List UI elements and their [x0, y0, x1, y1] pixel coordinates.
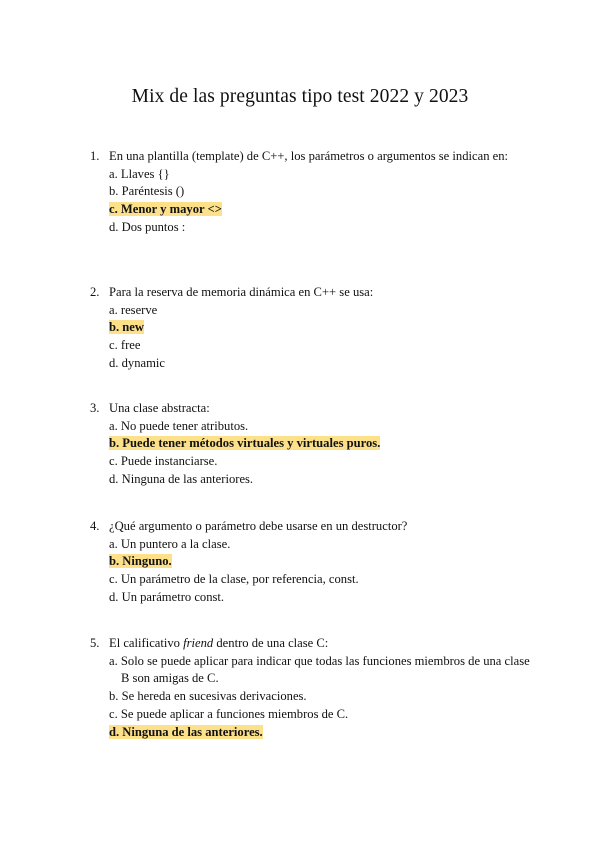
option-c-highlighted [109, 201, 508, 219]
highlighted-answer: c. Menor y mayor <> [109, 202, 222, 217]
question-text [109, 635, 530, 653]
option-c [109, 337, 373, 355]
option-b-highlighted [109, 435, 380, 453]
option-b-highlighted [109, 553, 407, 571]
option-d-highlighted [109, 724, 530, 742]
option-label: a. Un puntero a la clase. [109, 536, 231, 551]
option-c [109, 706, 530, 724]
option-label: b. Paréntesis () [109, 184, 185, 199]
highlighted-answer: d. Ninguna de las anteriores. [109, 724, 263, 739]
highlighted-answer: b. Ninguno. [109, 554, 172, 569]
question-5 [90, 635, 530, 741]
highlighted-answer: b. Puede tener métodos virtuales y virtuales puros. [109, 436, 381, 451]
option-label: d. Ninguna de las anteriores. [109, 471, 254, 486]
option-label: a. Llaves {} [109, 166, 170, 181]
option-a [109, 418, 380, 436]
question-text-end: dentro de una clase C: [213, 636, 329, 650]
option-c [109, 453, 380, 471]
question-text: ¿Qué argumento o parámetro debe usarse en un destructor? [109, 519, 408, 533]
option-c [109, 571, 407, 589]
question-text-emphasis: friend [183, 636, 214, 650]
option-d [109, 219, 508, 237]
question-text: Para la reserva de memoria dinámica en C++ se usa: [109, 285, 374, 299]
option-d [109, 589, 407, 607]
option-label: a. reserve [109, 302, 158, 317]
question-number: 2. [90, 285, 100, 299]
option-label: c. Puede instanciarse. [109, 454, 218, 469]
highlighted-answer: b. new [109, 320, 144, 335]
option-b [109, 688, 530, 706]
option-label: d. Dos puntos : [109, 219, 186, 234]
question-text: En una plantilla (template) de C++, los parámetros o argumentos se indican en: [109, 149, 509, 163]
option-label: c. Se puede aplicar a funciones miembros de C. [109, 706, 349, 721]
page-title: Mix de las preguntas tipo test 2022 y 2023 [131, 86, 469, 108]
option-label: a. Solo se puede aplicar para indicar que todas las funciones miembros de una clase B son amigas de C. [109, 653, 530, 686]
option-a [109, 166, 508, 184]
option-label: b. Se hereda en sucesivas derivaciones. [109, 689, 307, 704]
option-label: c. free [109, 338, 141, 353]
question-number: 4. [90, 519, 100, 533]
option-a [109, 653, 530, 688]
option-label: c. Un parámetro de la clase, por referencia, const. [109, 572, 359, 587]
question-number: 5. [90, 636, 100, 650]
question-4 [90, 518, 407, 607]
question-3 [90, 400, 380, 489]
question-text: Una clase abstracta: [109, 401, 210, 415]
option-b-highlighted [109, 319, 373, 337]
option-label: a. No puede tener atributos. [109, 418, 249, 433]
option-a [109, 536, 407, 554]
option-label: d. dynamic [109, 355, 165, 370]
question-2 [90, 284, 373, 373]
option-d [109, 471, 380, 489]
option-a [109, 302, 373, 320]
question-number: 1. [90, 149, 100, 163]
option-label: d. Un parámetro const. [109, 589, 225, 604]
question-1 [90, 148, 508, 237]
question-number: 3. [90, 401, 100, 415]
option-d [109, 355, 373, 373]
question-text-start: El calificativo [109, 636, 184, 650]
option-b [109, 183, 508, 201]
